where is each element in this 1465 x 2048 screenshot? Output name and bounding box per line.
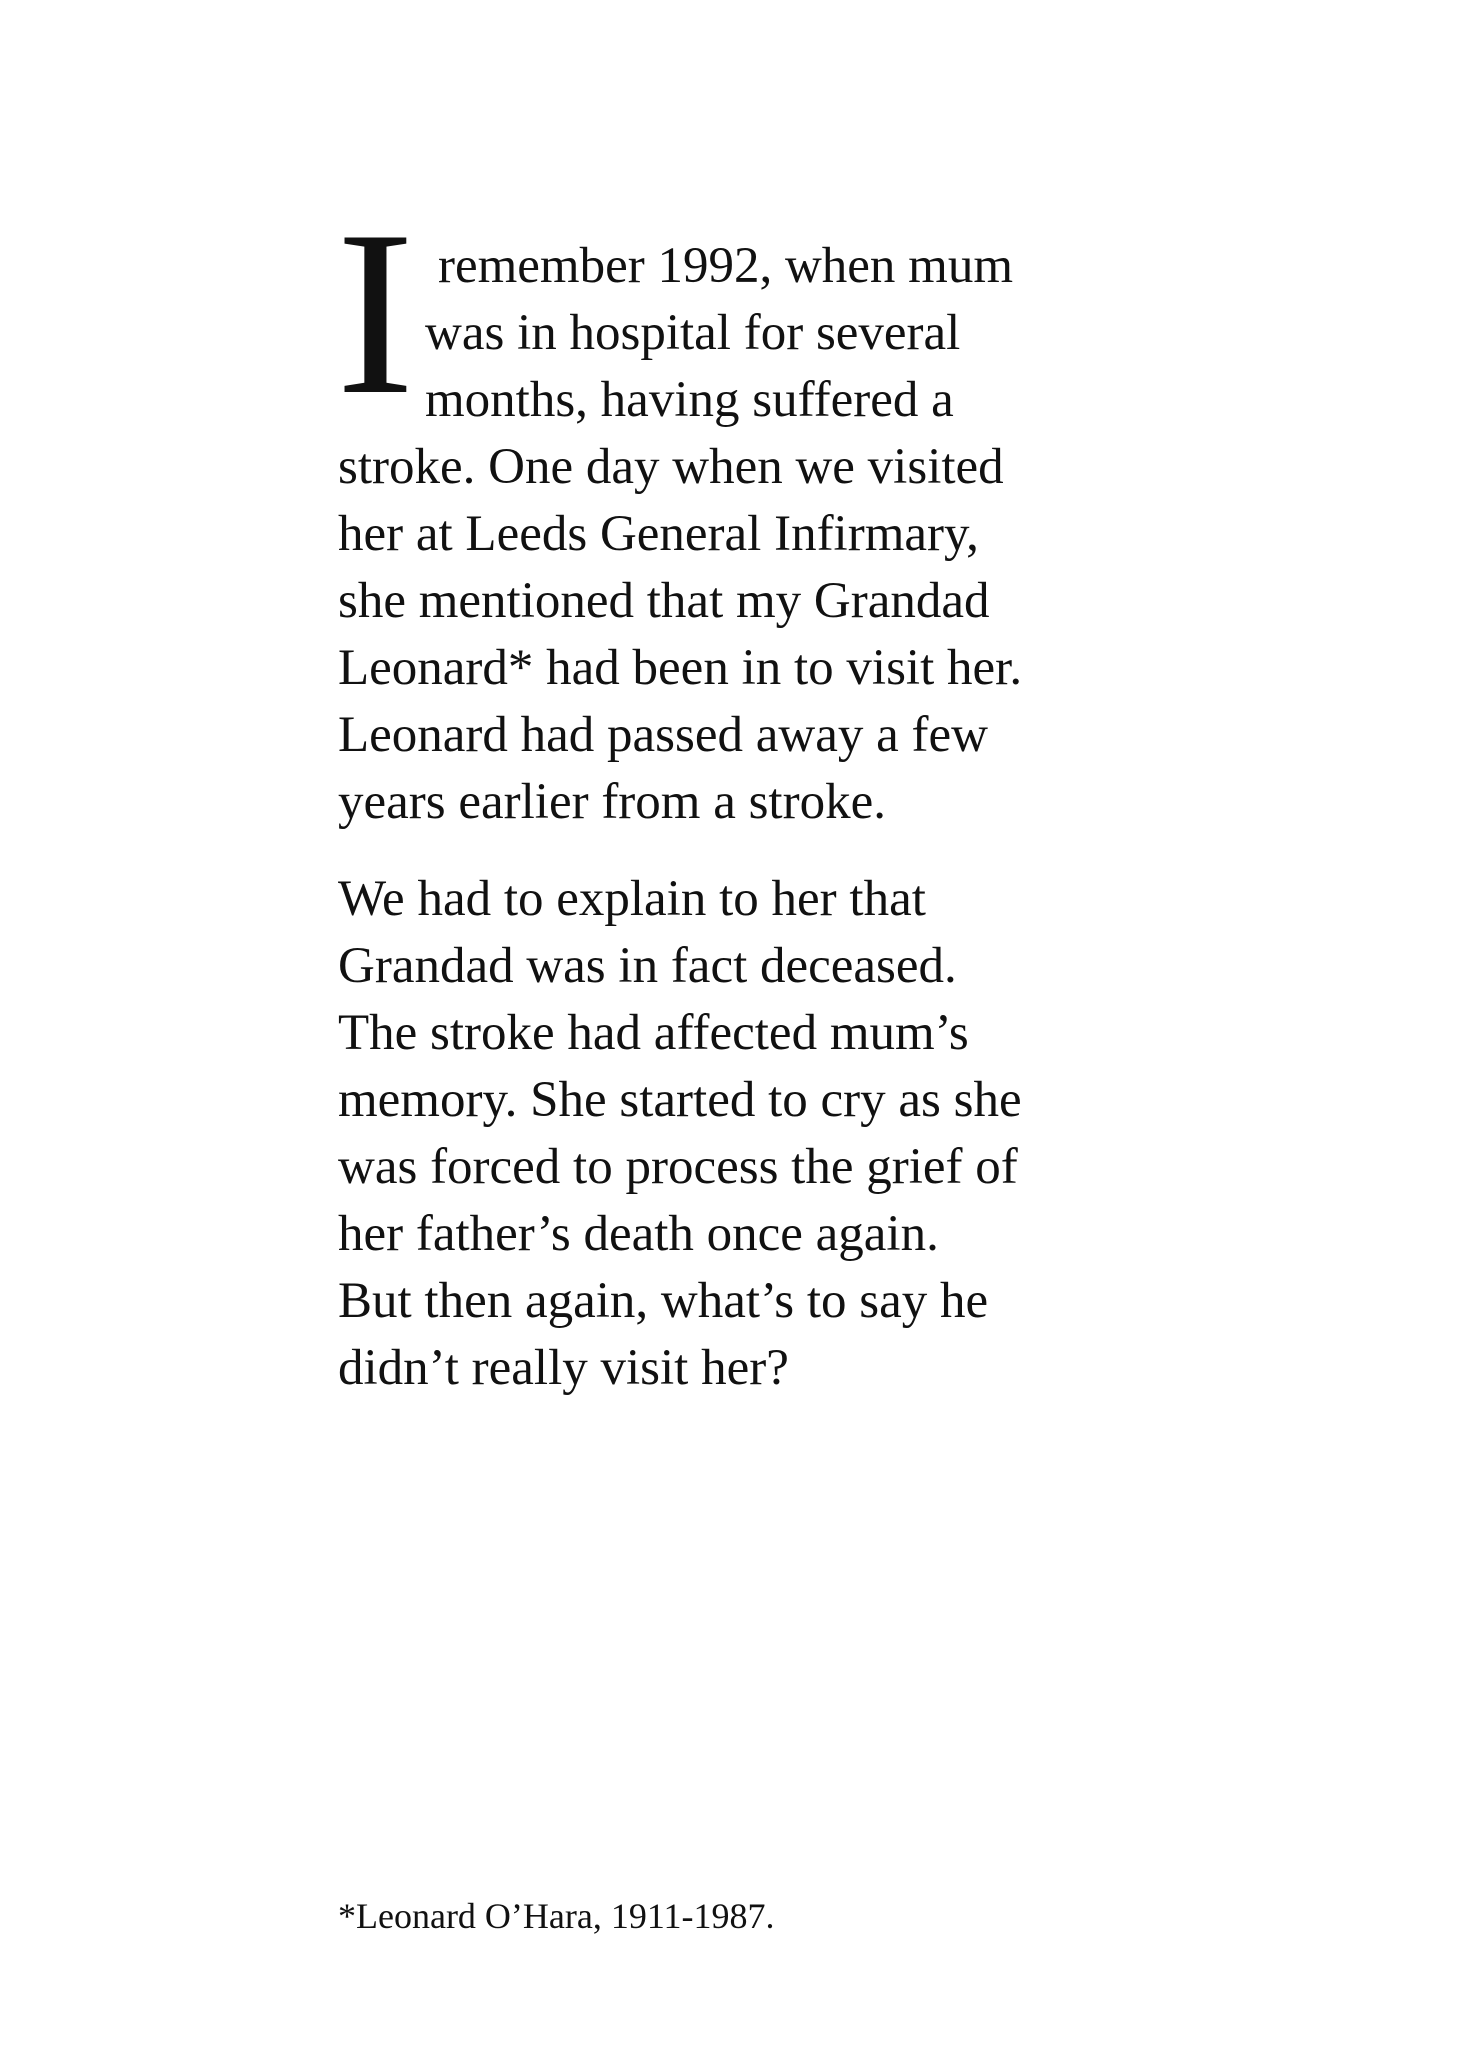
paragraph-line: months, having suffered a [425, 372, 954, 428]
paragraph-line: But then again, what’s to say he [338, 1273, 989, 1329]
paragraph-line: was forced to process the grief of [338, 1139, 1018, 1195]
drop-cap: I [336, 183, 415, 444]
paragraph-line: remember 1992, when mum [438, 238, 1014, 294]
paragraph-line: memory. She started to cry as she [338, 1072, 1022, 1128]
paragraph-line: her at Leeds General Infirmary, [338, 506, 979, 562]
paragraph-line: The stroke had affected mum’s [338, 1005, 969, 1061]
paragraph-line: was in hospital for several [425, 305, 961, 361]
paragraph-line: didn’t really visit her? [338, 1340, 789, 1396]
paragraph-line: We had to explain to her that [338, 871, 926, 927]
paragraph-line: she mentioned that my Grandad [338, 573, 990, 629]
paragraph-line: her father’s death once again. [338, 1206, 939, 1262]
paragraph-line: Grandad was in fact deceased. [338, 938, 957, 994]
paragraph-line: Leonard had passed away a few [338, 707, 988, 763]
paragraph-line: Leonard* had been in to visit her. [338, 640, 1023, 696]
paragraph-line: stroke. One day when we visited [338, 439, 1004, 495]
paragraph-line: years earlier from a stroke. [338, 774, 886, 830]
footnote: *Leonard O’Hara, 1911-1987. [338, 1896, 775, 1936]
